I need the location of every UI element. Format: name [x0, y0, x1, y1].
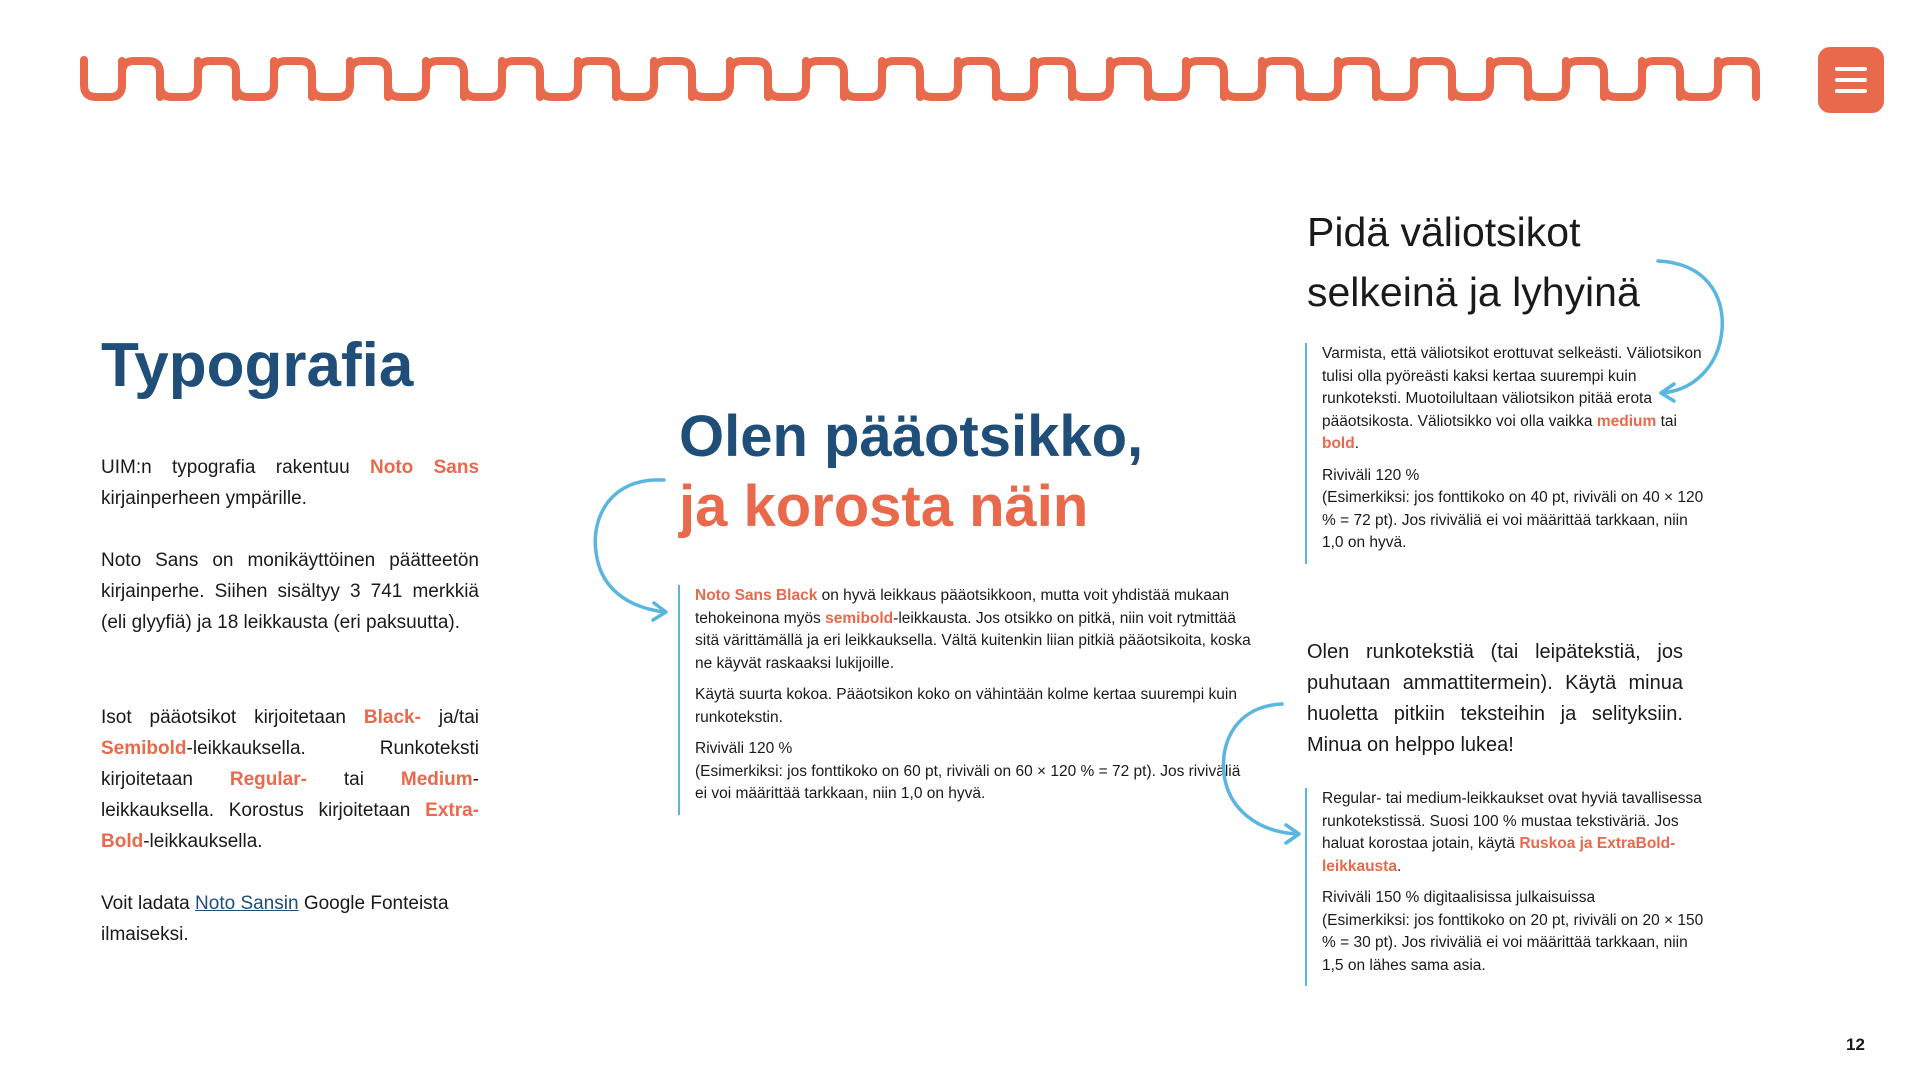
- text: (Esimerkiksi: jos fonttikoko on 20 pt, riviväli on 20 × 150 % = 30 pt). Jos riviväliä ei voi määrittää tarkkaan, niin 1,5 on lähes sama asia.: [1322, 911, 1704, 974]
- text: (Esimerkiksi: jos fonttikoko on 60 pt, riviväli on 60 × 120 % = 72 pt). Jos riviväliä ei voi määrittää tarkkaan, niin 1,0 on hyvä.: [695, 762, 1241, 802]
- font-description-paragraph: Noto Sans on monikäyttöinen päätteetön kirjainperhe. Siihen sisältyy 3 741 merkkiä (eli glyyfiä) ja 18 leikkausta (eri paksuutta).: [101, 550, 479, 633]
- header-wave-pattern: [80, 56, 1780, 102]
- text: ja/tai: [420, 707, 479, 728]
- curved-arrow-icon: [1212, 696, 1312, 846]
- text: tai: [306, 769, 401, 790]
- text: (Esimerkiksi: jos fonttikoko on 40 pt, riviväli on 40 × 120 % = 72 pt). Jos riviväliä ei voi määrittää tarkkaan, niin 1,0 on hyvä.: [1322, 489, 1704, 551]
- text: on hyvä leikkaus pääotsikkoon, mutta voit yhdistää mukaan tehokeinona myös: [695, 587, 1230, 627]
- body-text-note: [1305, 788, 1712, 986]
- text: -leikkauksella.: [143, 831, 263, 852]
- note-paragraph: [1322, 887, 1712, 977]
- highlight-text: Medium: [400, 769, 473, 790]
- highlight-text: Noto Sans Black: [695, 587, 818, 604]
- hamburger-menu-icon: [1835, 78, 1867, 82]
- subheading-sample: Pidä väliotsikot selkeinä ja lyhyinä: [1307, 209, 1640, 315]
- highlight-text: Ruskoa ja ExtraBold-leikkausta: [1322, 835, 1676, 875]
- highlight-text: Noto Sans: [370, 457, 480, 478]
- text: Riviväli 150 % digitaalisissa julkaisuissa: [1322, 889, 1596, 906]
- text: Varmista, että väliotsikot erottuvat selkeästi. Väliotsikon tulisi olla pyöreästi kaksi kertaa suurempi kuin runkoteksti. Muotoilultaan väliotsikon pitää erota pääotsikosta. Väliotsikko voi olla vaikka: [1322, 345, 1702, 430]
- noto-sans-link[interactable]: Noto Sansin: [195, 893, 299, 914]
- note-paragraph: [695, 738, 1255, 806]
- highlight-text: Extra-Bold: [101, 800, 479, 852]
- highlight-text: bold: [1322, 435, 1355, 452]
- curved-arrow-icon: [586, 472, 676, 622]
- text: tai: [1656, 412, 1677, 430]
- download-paragraph: [101, 888, 479, 950]
- highlight-text: Black-: [363, 707, 421, 728]
- subheading-note: [1305, 343, 1712, 564]
- note-paragraph: [1322, 788, 1712, 878]
- heading-line: Olen pääotsikko,: [679, 404, 1144, 469]
- note-paragraph: Käytä suurta kokoa. Pääotsikon koko on vähintään kolme kertaa suurempi kuin runkotekstin.: [695, 686, 1237, 726]
- hamburger-menu-icon: [1835, 67, 1867, 71]
- note-paragraph: [695, 585, 1255, 675]
- text: .: [1396, 857, 1402, 875]
- highlight-text: semibold: [825, 609, 894, 627]
- text: Riviväli 120 %: [1322, 466, 1420, 484]
- hamburger-menu-icon: [1835, 89, 1867, 93]
- note-paragraph: [1322, 465, 1712, 555]
- text: Voit ladata: [101, 893, 196, 914]
- note-paragraph: [1322, 343, 1712, 456]
- text: Riviväli 120 %: [695, 740, 793, 757]
- text: -leikkausta. Jos otsikko on pitkä, niin voit rytmittää sitä värittämällä ja eri leikkauksella. Vältä kuitenkin liian pitkiä pääotsikoita, koska ne käyvät raskaaksi lukijoille.: [695, 609, 1251, 672]
- page-title: Typografia: [101, 331, 414, 400]
- hamburger-menu-button[interactable]: [1818, 47, 1884, 113]
- text: UIM:n typografia rakentuu: [101, 457, 371, 478]
- text: Regular- tai medium-leikkaukset ovat hyviä tavallisessa runkotekstissä. Suosi 100 % mustaa tekstiväriä. Jos haluat korostaa jotain, käytä: [1322, 790, 1702, 852]
- highlight-text: medium: [1596, 412, 1657, 430]
- text: kirjainperheen ympärille.: [101, 488, 307, 509]
- text: Google Fonteista ilmaiseksi.: [101, 893, 449, 945]
- intro-paragraph: [101, 452, 479, 514]
- text: .: [1354, 435, 1360, 452]
- page-number: 12: [1846, 1035, 1865, 1054]
- text: -leikkauksella. Korostus kirjoitetaan: [101, 769, 479, 821]
- text: -leikkauksella. Runkoteksti kirjoitetaan: [101, 738, 479, 790]
- heading-highlight-line: ja korosta näin: [679, 474, 1089, 539]
- weights-paragraph: [101, 702, 479, 857]
- main-heading-note: [678, 585, 1255, 815]
- highlight-text: Semibold: [101, 738, 187, 759]
- highlight-text: Regular-: [229, 769, 307, 790]
- body-text-sample: Olen runkotekstiä (tai leipätekstiä, jos puhutaan ammattitermein). Käytä minua huoletta pitkiin teksteihin ja selityksiin. Minua on helppo lukea!: [1307, 641, 1683, 756]
- text: Isot pääotsikot kirjoitetaan: [101, 707, 364, 728]
- main-heading-sample: [679, 402, 1143, 542]
